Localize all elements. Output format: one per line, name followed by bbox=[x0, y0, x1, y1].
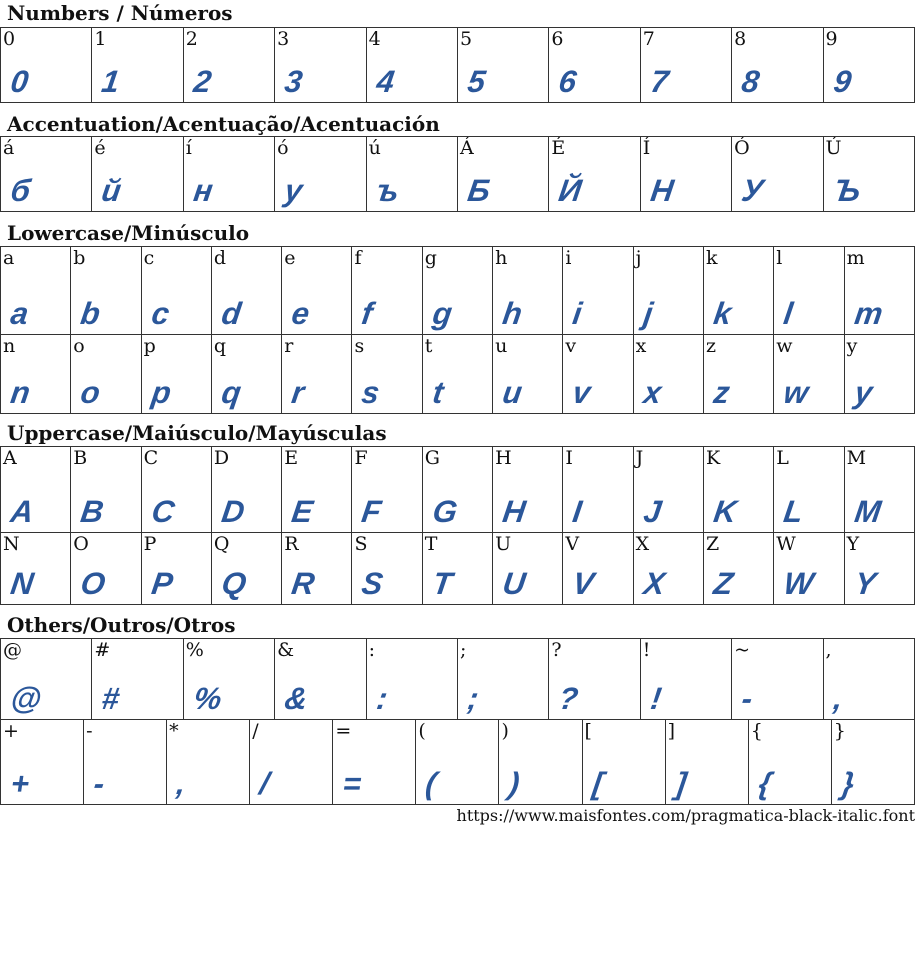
glyph-sample: h bbox=[500, 296, 525, 331]
char-label: e bbox=[284, 247, 296, 269]
glyph-sample: н bbox=[191, 173, 215, 208]
char-label: A bbox=[3, 447, 17, 469]
glyph-cell bbox=[774, 533, 844, 605]
glyph-cell bbox=[774, 335, 844, 414]
glyph-cell bbox=[549, 639, 640, 720]
char-label: G bbox=[424, 447, 440, 469]
glyph-cell bbox=[774, 447, 844, 533]
glyph-cell bbox=[422, 247, 492, 335]
char-label: } bbox=[833, 720, 846, 742]
glyph-sample: % bbox=[191, 681, 224, 716]
char-label: O bbox=[73, 533, 89, 555]
glyph-cell bbox=[493, 533, 563, 605]
glyph-cell bbox=[250, 720, 333, 805]
glyph-cell bbox=[92, 137, 183, 212]
glyph-cell bbox=[633, 533, 703, 605]
glyph-sample: w bbox=[781, 375, 811, 410]
char-label: H bbox=[495, 447, 512, 469]
glyph-cell bbox=[282, 447, 352, 533]
glyph-sample: 6 bbox=[556, 64, 580, 99]
glyph-sample: } bbox=[839, 766, 857, 801]
glyph-cell bbox=[416, 720, 499, 805]
glyph-sample: : bbox=[374, 681, 390, 716]
glyph-cell bbox=[563, 335, 633, 414]
glyph-cell bbox=[282, 533, 352, 605]
char-label: i bbox=[565, 247, 572, 269]
glyph-sample: ] bbox=[673, 766, 689, 801]
glyph-cell bbox=[844, 247, 914, 335]
glyph-row bbox=[1, 639, 915, 720]
glyph-cell bbox=[211, 533, 281, 605]
glyph-sample: V bbox=[570, 566, 597, 601]
char-label: + bbox=[3, 720, 19, 742]
char-label: D bbox=[213, 447, 230, 469]
glyph-cell bbox=[211, 447, 281, 533]
glyph-sample: У bbox=[739, 173, 766, 208]
glyph-cell bbox=[366, 137, 457, 212]
glyph-cell bbox=[1, 335, 71, 414]
char-label: = bbox=[335, 720, 352, 742]
char-label: , bbox=[825, 639, 832, 661]
char-label: y bbox=[846, 335, 858, 357]
char-label: ú bbox=[368, 137, 381, 159]
glyph-cell bbox=[823, 639, 914, 720]
glyph-sample: , bbox=[174, 766, 189, 801]
glyph-cell bbox=[1, 28, 92, 103]
glyph-sample: z bbox=[711, 375, 732, 410]
glyph-cell bbox=[141, 447, 211, 533]
glyph-cell bbox=[703, 533, 773, 605]
glyph-sample: ? bbox=[556, 681, 581, 716]
char-label: ~ bbox=[734, 639, 751, 661]
glyph-sample: + bbox=[8, 766, 32, 801]
glyph-cell bbox=[457, 137, 548, 212]
char-label: n bbox=[3, 335, 16, 357]
char-label: u bbox=[495, 335, 508, 357]
glyph-sample: y bbox=[852, 375, 875, 410]
glyph-sample: Y bbox=[852, 566, 878, 601]
glyph-sample: 9 bbox=[831, 64, 854, 99]
char-label: / bbox=[252, 720, 259, 742]
glyph-sample: K bbox=[711, 494, 739, 529]
char-label: R bbox=[284, 533, 299, 555]
char-label: 2 bbox=[185, 28, 198, 50]
glyph-sample: P bbox=[149, 566, 175, 601]
glyph-cell bbox=[703, 447, 773, 533]
glyph-cell bbox=[633, 247, 703, 335]
glyph-row bbox=[1, 720, 915, 805]
char-label: a bbox=[3, 247, 15, 269]
glyph-sample: t bbox=[430, 375, 446, 410]
glyph-cell bbox=[366, 639, 457, 720]
char-label: ! bbox=[642, 639, 651, 661]
char-label: K bbox=[705, 447, 721, 469]
glyph-row bbox=[1, 28, 915, 103]
glyph-sample: u bbox=[500, 375, 525, 410]
glyph-cell bbox=[457, 28, 548, 103]
section-title-lowercase: Lowercase/Minúsculo bbox=[7, 221, 250, 245]
char-label: x bbox=[635, 335, 647, 357]
glyph-sample: p bbox=[149, 375, 173, 410]
glyph-row bbox=[1, 533, 915, 605]
others-grid-row-2 bbox=[0, 719, 915, 805]
glyph-cell bbox=[352, 335, 422, 414]
char-label: @ bbox=[3, 639, 22, 661]
source-url: https://www.maisfontes.com/pragmatica-black-italic.font bbox=[456, 806, 915, 825]
glyph-sample: ) bbox=[507, 766, 523, 801]
char-label: % bbox=[185, 639, 204, 661]
char-label: 6 bbox=[551, 28, 564, 50]
char-label: 9 bbox=[825, 28, 838, 50]
char-label: V bbox=[565, 533, 580, 555]
glyph-cell bbox=[1, 639, 92, 720]
char-label: r bbox=[284, 335, 294, 357]
char-label: f bbox=[354, 247, 362, 269]
glyph-sample: - bbox=[739, 681, 755, 716]
glyph-cell bbox=[582, 720, 665, 805]
glyph-sample: S bbox=[360, 566, 386, 601]
glyph-sample: / bbox=[257, 766, 272, 801]
char-label: * bbox=[169, 720, 179, 742]
char-label: c bbox=[143, 247, 155, 269]
glyph-cell bbox=[844, 447, 914, 533]
char-label: M bbox=[846, 447, 867, 469]
char-label: é bbox=[94, 137, 106, 159]
glyph-cell bbox=[422, 335, 492, 414]
glyph-sample: f bbox=[360, 296, 376, 331]
glyph-cell bbox=[422, 533, 492, 605]
glyph-sample: r bbox=[289, 375, 307, 410]
glyph-cell bbox=[844, 533, 914, 605]
char-label: í bbox=[185, 137, 192, 159]
glyph-sample: Й bbox=[556, 173, 585, 208]
glyph-cell bbox=[823, 28, 914, 103]
glyph-sample: { bbox=[756, 766, 774, 801]
glyph-row bbox=[1, 335, 915, 414]
section-title-accentuation: Accentuation/Acentuação/Acentuación bbox=[7, 112, 440, 136]
char-label: d bbox=[213, 247, 227, 269]
glyph-cell bbox=[71, 533, 141, 605]
uppercase-grid bbox=[0, 446, 915, 605]
glyph-sample: s bbox=[360, 375, 383, 410]
char-label: b bbox=[73, 247, 86, 269]
glyph-cell bbox=[1, 137, 92, 212]
glyph-sample: 1 bbox=[99, 64, 123, 99]
glyph-sample: & bbox=[282, 681, 311, 716]
glyph-cell bbox=[563, 247, 633, 335]
glyph-cell bbox=[282, 247, 352, 335]
glyph-cell bbox=[92, 28, 183, 103]
glyph-sample: Б bbox=[465, 173, 493, 208]
glyph-cell bbox=[183, 639, 274, 720]
glyph-sample: b bbox=[78, 296, 103, 331]
glyph-sample: B bbox=[78, 494, 107, 529]
glyph-sample: ; bbox=[465, 681, 481, 716]
glyph-sample: б bbox=[8, 173, 33, 208]
char-label: 4 bbox=[368, 28, 381, 50]
char-label: # bbox=[94, 639, 111, 661]
glyph-cell bbox=[167, 720, 250, 805]
glyph-sample: U bbox=[500, 566, 528, 601]
char-label: 5 bbox=[459, 28, 473, 50]
char-label: s bbox=[354, 335, 365, 357]
char-label: Á bbox=[459, 137, 474, 159]
char-label: 1 bbox=[94, 28, 107, 50]
char-label: 3 bbox=[277, 28, 290, 50]
glyph-sample: A bbox=[8, 494, 36, 529]
glyph-cell bbox=[366, 28, 457, 103]
glyph-cell bbox=[1, 720, 84, 805]
glyph-cell bbox=[703, 335, 773, 414]
lowercase-grid bbox=[0, 246, 915, 414]
glyph-sample: q bbox=[219, 375, 244, 410]
glyph-sample: # bbox=[99, 681, 123, 716]
char-label: l bbox=[776, 247, 783, 269]
glyph-cell bbox=[275, 137, 366, 212]
glyph-cell bbox=[84, 720, 167, 805]
char-label: Í bbox=[642, 137, 651, 159]
char-label: W bbox=[776, 533, 796, 555]
glyph-sample: ! bbox=[648, 681, 664, 716]
glyph-sample: 5 bbox=[465, 64, 488, 99]
char-label: 8 bbox=[734, 28, 747, 50]
glyph-cell bbox=[703, 247, 773, 335]
char-label: z bbox=[705, 335, 716, 357]
section-title-numbers: Numbers / Números bbox=[7, 1, 233, 25]
glyph-sample: - bbox=[91, 766, 107, 801]
char-label: Z bbox=[705, 533, 720, 555]
glyph-sample: n bbox=[8, 375, 33, 410]
glyph-cell bbox=[92, 639, 183, 720]
numbers-grid bbox=[0, 27, 915, 103]
glyph-sample: 7 bbox=[648, 64, 671, 99]
glyph-cell bbox=[457, 639, 548, 720]
glyph-cell bbox=[1, 247, 71, 335]
glyph-cell bbox=[183, 28, 274, 103]
char-label: ; bbox=[459, 639, 467, 661]
char-label: U bbox=[495, 533, 512, 555]
char-label: g bbox=[424, 247, 437, 269]
char-label: 0 bbox=[3, 28, 16, 50]
char-label: h bbox=[495, 247, 508, 269]
glyph-cell bbox=[352, 447, 422, 533]
glyph-sample: Q bbox=[219, 566, 249, 601]
glyph-sample: 4 bbox=[374, 64, 397, 99]
glyph-sample: O bbox=[78, 566, 108, 601]
glyph-sample: у bbox=[282, 173, 305, 208]
char-label: k bbox=[705, 247, 718, 269]
others-grid-row-1 bbox=[0, 638, 915, 720]
glyph-sample: L bbox=[781, 494, 806, 529]
char-label: Ú bbox=[825, 137, 842, 159]
glyph-cell bbox=[732, 137, 823, 212]
glyph-sample: 3 bbox=[282, 64, 305, 99]
glyph-sample: Ъ bbox=[831, 173, 863, 208]
char-label: X bbox=[635, 533, 650, 555]
glyph-cell bbox=[422, 447, 492, 533]
char-label: ) bbox=[501, 720, 509, 742]
glyph-sample: l bbox=[781, 296, 796, 331]
char-label: F bbox=[354, 447, 368, 469]
glyph-sample: X bbox=[641, 566, 667, 601]
glyph-sample: J bbox=[641, 494, 664, 529]
glyph-sample: 8 bbox=[739, 64, 762, 99]
glyph-sample: i bbox=[570, 296, 585, 331]
glyph-cell bbox=[633, 335, 703, 414]
char-label: S bbox=[354, 533, 368, 555]
glyph-sample: ъ bbox=[374, 173, 401, 208]
glyph-row bbox=[1, 447, 915, 533]
char-label: N bbox=[3, 533, 20, 555]
glyph-cell bbox=[844, 335, 914, 414]
glyph-sample: o bbox=[78, 375, 103, 410]
char-label: J bbox=[635, 447, 644, 469]
glyph-sample: M bbox=[852, 494, 883, 529]
glyph-sample: ( bbox=[423, 766, 440, 801]
glyph-cell bbox=[774, 247, 844, 335]
glyph-cell bbox=[1, 533, 71, 605]
char-label: L bbox=[776, 447, 789, 469]
glyph-cell bbox=[352, 247, 422, 335]
char-label: m bbox=[846, 247, 865, 269]
glyph-cell bbox=[640, 639, 731, 720]
char-label: { bbox=[750, 720, 763, 742]
char-label: Y bbox=[846, 533, 860, 555]
glyph-cell bbox=[549, 28, 640, 103]
char-label: É bbox=[551, 137, 566, 159]
glyph-sample: g bbox=[430, 296, 455, 331]
char-label: ? bbox=[551, 639, 562, 661]
glyph-sample: 0 bbox=[8, 64, 31, 99]
glyph-sample: R bbox=[289, 566, 318, 601]
section-title-uppercase: Uppercase/Maiúsculo/Mayúsculas bbox=[7, 421, 387, 445]
glyph-sample: [ bbox=[590, 766, 606, 801]
glyph-sample: v bbox=[570, 375, 594, 410]
glyph-sample: N bbox=[8, 566, 36, 601]
char-label: o bbox=[73, 335, 85, 357]
glyph-cell bbox=[493, 447, 563, 533]
char-label: I bbox=[565, 447, 573, 469]
glyph-cell bbox=[499, 720, 582, 805]
glyph-cell bbox=[732, 639, 823, 720]
glyph-cell bbox=[275, 639, 366, 720]
glyph-sample: I bbox=[570, 494, 585, 529]
glyph-cell bbox=[352, 533, 422, 605]
glyph-sample: H bbox=[500, 494, 528, 529]
char-label: v bbox=[565, 335, 577, 357]
char-label: C bbox=[143, 447, 159, 469]
glyph-cell bbox=[141, 247, 211, 335]
glyph-sample: @ bbox=[8, 681, 44, 716]
glyph-cell bbox=[71, 335, 141, 414]
char-label: P bbox=[143, 533, 157, 555]
glyph-cell bbox=[211, 247, 281, 335]
glyph-cell bbox=[493, 247, 563, 335]
char-label: á bbox=[3, 137, 15, 159]
char-label: t bbox=[424, 335, 433, 357]
char-label: ] bbox=[667, 720, 676, 742]
char-label: Q bbox=[213, 533, 230, 555]
glyph-cell bbox=[183, 137, 274, 212]
glyph-cell bbox=[71, 247, 141, 335]
glyph-row bbox=[1, 247, 915, 335]
char-label: : bbox=[368, 639, 375, 661]
glyph-sample: D bbox=[219, 494, 247, 529]
glyph-cell bbox=[633, 447, 703, 533]
char-label: j bbox=[635, 247, 642, 269]
glyph-cell bbox=[141, 533, 211, 605]
glyph-cell bbox=[831, 720, 914, 805]
glyph-cell bbox=[748, 720, 831, 805]
glyph-cell bbox=[563, 447, 633, 533]
glyph-cell bbox=[732, 28, 823, 103]
glyph-sample: E bbox=[289, 494, 316, 529]
glyph-sample: e bbox=[289, 296, 312, 331]
glyph-sample: j bbox=[641, 296, 655, 331]
char-label: & bbox=[277, 639, 295, 661]
char-label: ó bbox=[277, 137, 289, 159]
glyph-cell bbox=[640, 137, 731, 212]
char-label: ( bbox=[418, 720, 426, 742]
glyph-sample: G bbox=[430, 494, 460, 529]
glyph-sample: , bbox=[831, 681, 845, 716]
char-label: Ó bbox=[734, 137, 750, 159]
glyph-sample: a bbox=[8, 296, 31, 331]
glyph-cell bbox=[665, 720, 748, 805]
glyph-sample: W bbox=[781, 566, 816, 601]
glyph-sample: 2 bbox=[191, 64, 214, 99]
glyph-cell bbox=[275, 28, 366, 103]
glyph-sample: й bbox=[99, 173, 124, 208]
glyph-cell bbox=[1, 447, 71, 533]
char-label: w bbox=[776, 335, 793, 357]
glyph-sample: d bbox=[219, 296, 244, 331]
glyph-cell bbox=[823, 137, 914, 212]
glyph-sample: m bbox=[852, 296, 885, 331]
glyph-sample: Н bbox=[648, 173, 676, 208]
glyph-sample: T bbox=[430, 566, 455, 601]
glyph-cell bbox=[563, 533, 633, 605]
glyph-cell bbox=[141, 335, 211, 414]
glyph-sample: C bbox=[149, 494, 177, 529]
glyph-sample: k bbox=[711, 296, 734, 331]
char-label: E bbox=[284, 447, 299, 469]
glyph-cell bbox=[333, 720, 416, 805]
glyph-cell bbox=[211, 335, 281, 414]
glyph-sample: c bbox=[149, 296, 172, 331]
glyph-sample: Z bbox=[711, 566, 736, 601]
glyph-row bbox=[1, 137, 915, 212]
section-title-others: Others/Outros/Otros bbox=[7, 613, 236, 637]
glyph-cell bbox=[282, 335, 352, 414]
glyph-sample: = bbox=[340, 766, 364, 801]
glyph-cell bbox=[493, 335, 563, 414]
char-label: q bbox=[213, 335, 227, 357]
glyph-sample: F bbox=[360, 494, 384, 529]
glyph-sample: x bbox=[641, 375, 664, 410]
char-label: 7 bbox=[642, 28, 655, 50]
char-label: T bbox=[424, 533, 438, 555]
char-label: p bbox=[143, 335, 156, 357]
char-label: [ bbox=[584, 720, 592, 742]
accentuation-grid bbox=[0, 136, 915, 212]
glyph-cell bbox=[71, 447, 141, 533]
char-label: B bbox=[73, 447, 88, 469]
glyph-cell bbox=[549, 137, 640, 212]
char-label: - bbox=[86, 720, 93, 742]
glyph-cell bbox=[640, 28, 731, 103]
